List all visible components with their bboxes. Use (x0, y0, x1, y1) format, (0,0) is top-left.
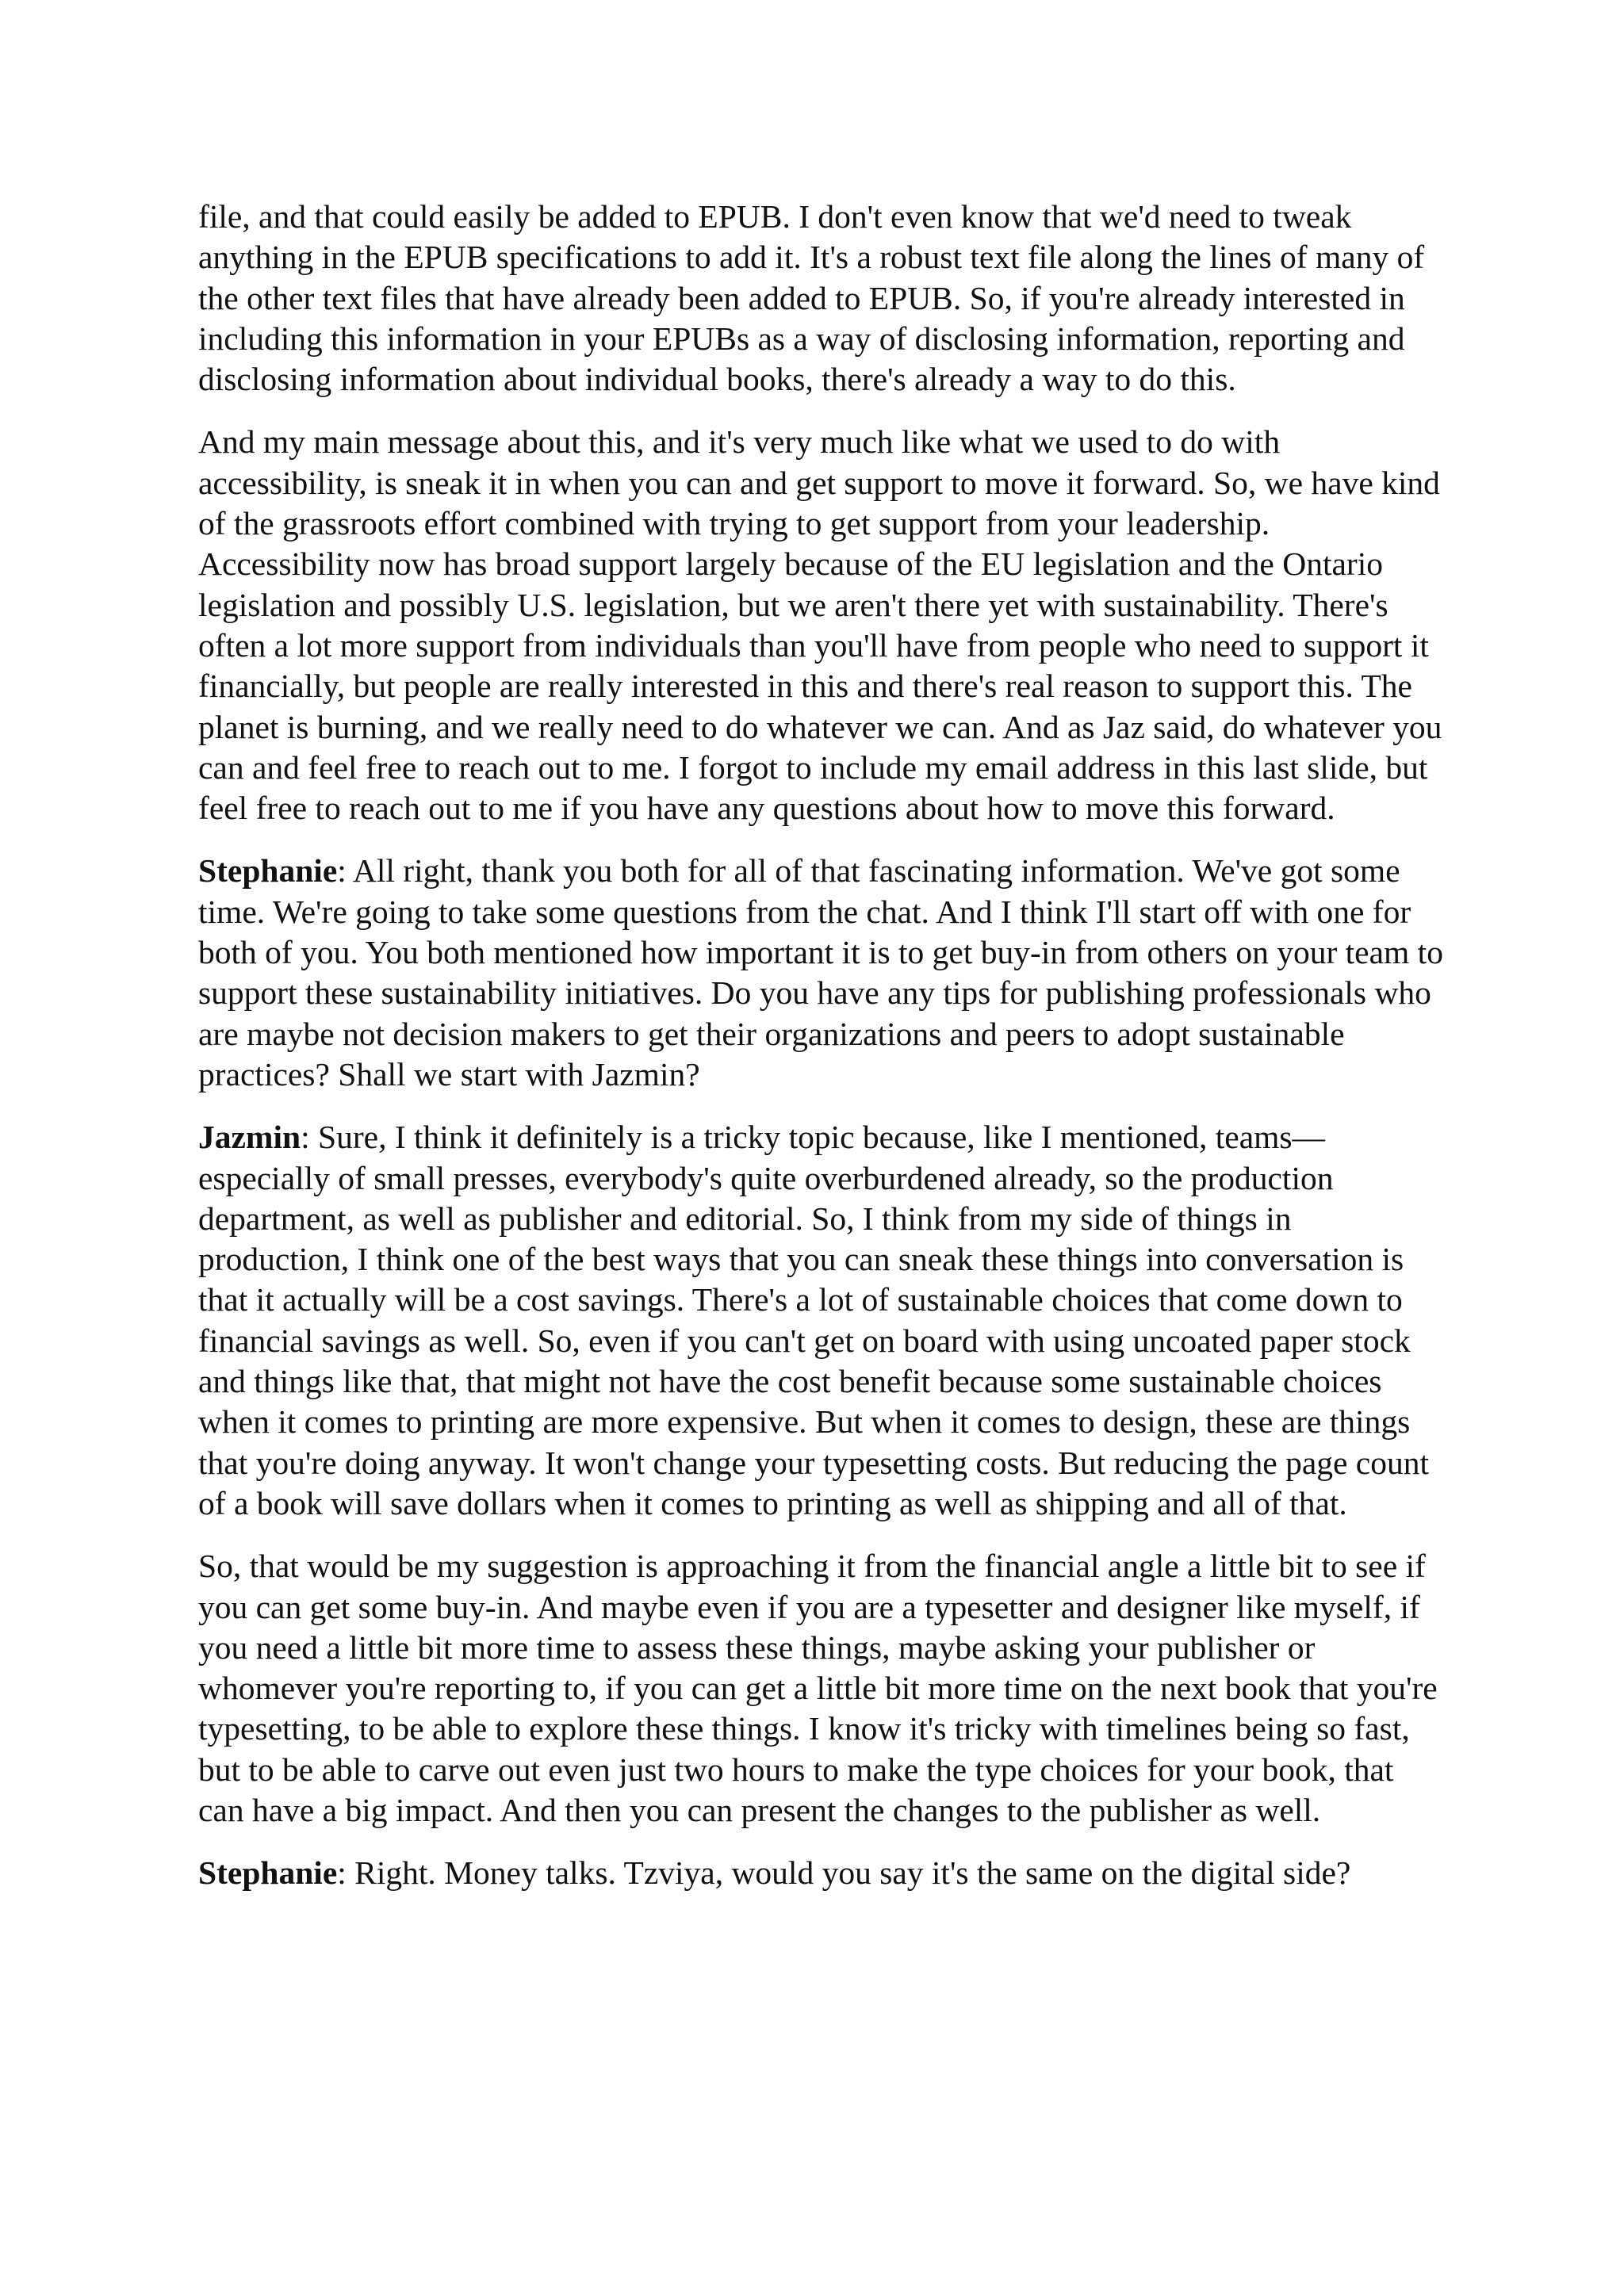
paragraph-text: So, that would be my suggestion is approaching it from the financial angle a little bit to see if you can get some buy-in. And maybe even if you are a typesetter and designer like myself, if you need a little bit more time to assess these things, maybe asking your publisher or whomever you're reporting to, if you can get a little bit more time on the next book that you're typesetting, to be able to explore these things. I know it's tricky with timelines being so fast, but to be able to carve out even just two hours to make the type choices for your book, that can have a big impact. And then you can present the changes to the publisher as well. (198, 1548, 1438, 1828)
paragraph (198, 1117, 1443, 1524)
paragraph-text: file, and that could easily be added to EPUB. I don't even know that we'd need to tweak anything in the EPUB specifications to add it. It's a robust text file along the lines of many of the other text files that have already been added to EPUB. So, if you're already interested in including this information in your EPUBs as a way of disclosing information, reporting and disclosing information about individual books, there's already a way to do this. (198, 198, 1425, 398)
paragraph-text: : All right, thank you both for all of that fascinating information. We've got some time. We're going to take some questions from the chat. And I think I'll start off with one for both of you. You both mentioned how important it is to get buy-in from others on your team to support these sustainability initiatives. Do you have any tips for publishing professionals who are maybe not decision makers to get their organizations and peers to adopt sustainable practices? Shall we start with Jazmin? (198, 852, 1443, 1093)
document-page (198, 197, 1443, 1916)
speaker-name: Stephanie (198, 1854, 338, 1892)
speaker-name: Jazmin (198, 1119, 301, 1156)
paragraph (198, 197, 1443, 400)
paragraph (198, 851, 1443, 1095)
paragraph-text: : Sure, I think it definitely is a tricky topic because, like I mentioned, teams—especially of small presses, everybody's quite overburdened already, so the production department, as well as publisher and editorial. So, I think from my side of things in production, I think one of the best ways that you can sneak these things into conversation is that it actually will be a cost savings. There's a lot of sustainable choices that come down to financial savings as well. So, even if you can't get on board with using uncoated paper stock and things like that, that might not have the cost benefit because some sustainable choices when it comes to printing are more expensive. But when it comes to design, these are things that you're doing anyway. It won't change your typesetting costs. But reducing the page count of a book will save dollars when it comes to printing as well as shipping and all of that. (198, 1119, 1429, 1521)
paragraph-text: And my main message about this, and it's very much like what we used to do with accessibility, is sneak it in when you can and get support to move it forward. So, we have kind of the grassroots effort combined with trying to get support from your leadership. Accessibility now has broad support largely because of the EU legislation and the Ontario legislation and possibly U.S. legislation, but we aren't there yet with sustainability. There's often a lot more support from individuals than you'll have from people who need to support it financially, but people are really interested in this and there's real reason to support this. The planet is burning, and we really need to do whatever we can. And as Jaz said, do whatever you can and feel free to reach out to me. I forgot to include my email address in this last slide, but feel free to reach out to me if you have any questions about how to move this forward. (198, 423, 1442, 827)
paragraph (198, 1546, 1443, 1831)
paragraph (198, 422, 1443, 828)
speaker-name: Stephanie (198, 852, 338, 890)
paragraph (198, 1853, 1443, 1893)
paragraph-text: : Right. Money talks. Tzviya, would you say it's the same on the digital side? (337, 1854, 1351, 1892)
